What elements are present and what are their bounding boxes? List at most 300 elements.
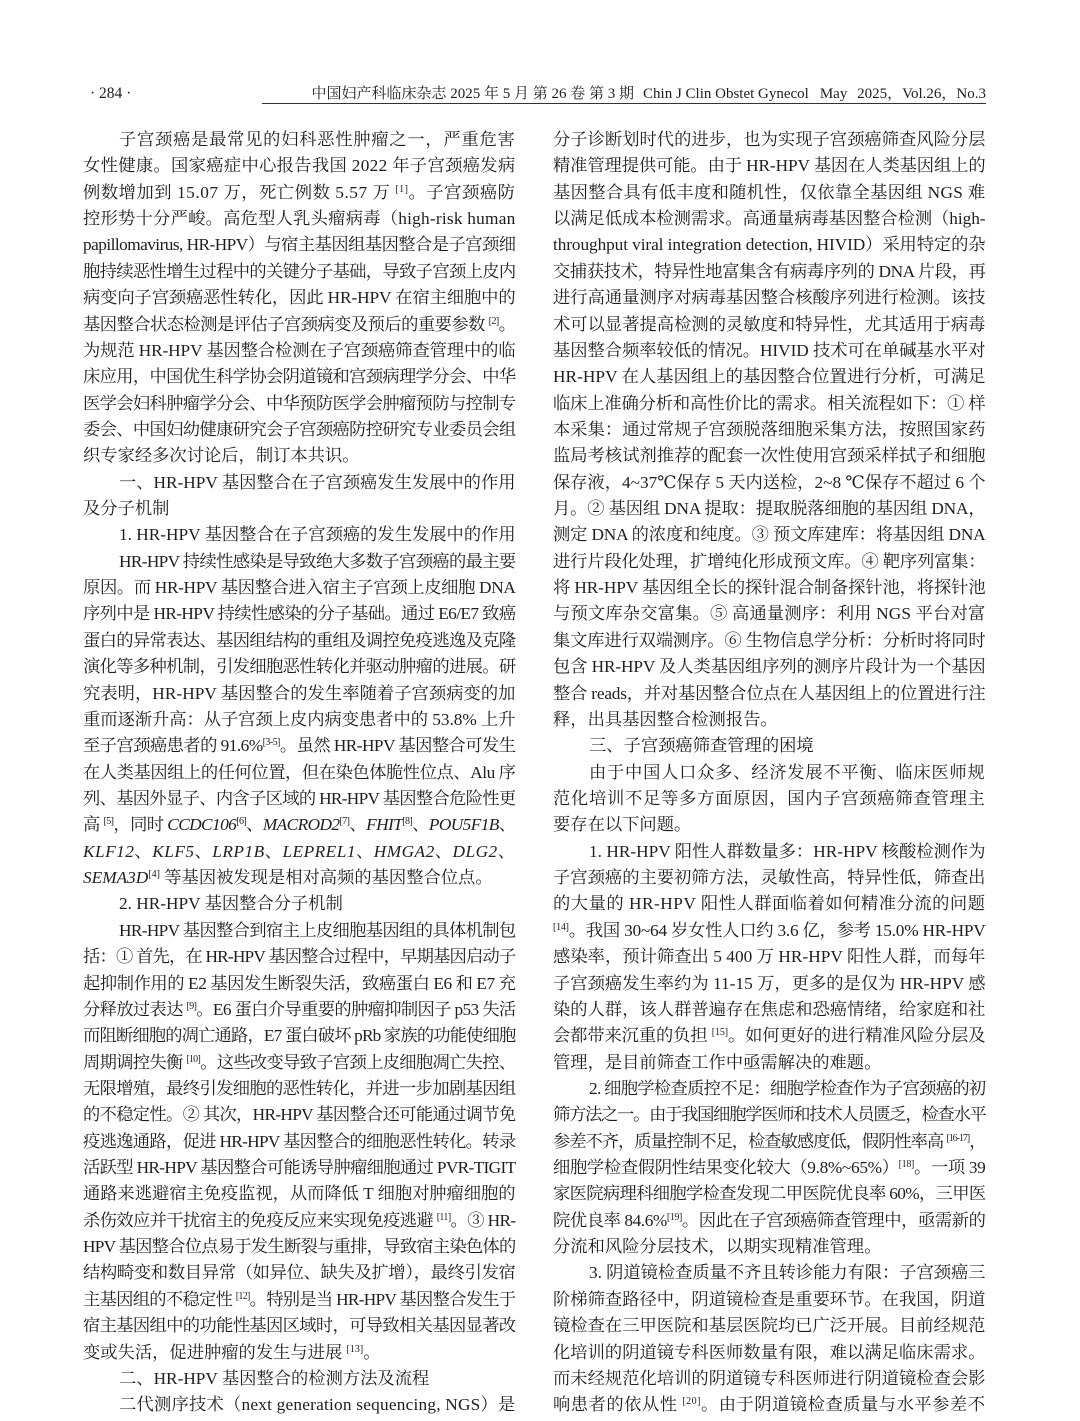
text-run: 3. 阴道镜检查质量不齐且转诊能力有限：子宫颈癌三	[589, 1263, 986, 1283]
gene-name: HMGA2	[373, 841, 435, 861]
text-line	[553, 1023, 986, 1049]
text-run: 结构畸变和数目异常（如异位、缺失及扩增），最终引发宿	[83, 1263, 516, 1283]
text-line	[83, 1313, 516, 1339]
text-line	[83, 812, 516, 838]
text-run: 、	[134, 841, 153, 861]
text-run: 女性健康。国家癌症中心报告我国 2022 年子宫颈癌发病	[83, 156, 516, 176]
text-line	[553, 865, 986, 891]
right-column	[553, 127, 986, 1419]
line-text	[119, 473, 516, 492]
text-run: 分子诊断划时代的进步，也为实现子宫颈癌筛查风险分层	[553, 130, 986, 149]
line-text	[119, 1369, 429, 1388]
citation-marker: [3-5]	[262, 737, 280, 749]
text-run: 杀伤效应并干扰宿主的免疫反应来实现免疫逃避	[83, 1210, 437, 1230]
journal-title-cn: 中国妇产科临床杂志 2025 年 5 月 第 26 卷 第 3 期	[311, 86, 635, 102]
text-run: 。子宫颈癌防	[408, 182, 516, 202]
text-line	[553, 285, 986, 311]
line-text	[119, 552, 516, 571]
text-line	[83, 1366, 516, 1392]
line-text	[553, 473, 986, 492]
gene-name: POU5F1B	[428, 815, 499, 835]
line-text	[83, 420, 516, 439]
text-run: 释，出具基因整合检测报告。	[553, 709, 778, 729]
line-text	[553, 604, 985, 623]
text-run: 而未经规范化培训的阴道镜专科医师进行阴道镜检查会影	[553, 1368, 986, 1388]
text-run: 病变向子宫颈癌恶性转化，因此 HR-HPV 在宿主细胞中的	[83, 288, 516, 308]
text-line	[83, 997, 516, 1023]
line-text	[83, 1184, 516, 1203]
text-run: 例数增加到 15.07 万，死亡例数 5.57 万	[83, 182, 396, 202]
line-text	[553, 1369, 985, 1388]
text-run: HR-HPV 基因整合到宿主上皮细胞基因组的具体机制包	[119, 920, 516, 940]
line-text	[83, 288, 516, 307]
text-run: 、	[349, 815, 367, 835]
text-run: 临床上准确分析和高性价比的需求。相关流程如下：① 样	[553, 393, 986, 413]
section-heading	[83, 470, 516, 523]
text-line	[83, 522, 516, 548]
text-line	[553, 654, 986, 680]
text-line	[83, 1129, 516, 1155]
text-line	[553, 391, 986, 417]
text-run: 测定 DNA 的浓度和纯度。③ 预文库建库：将基因组 DNA	[553, 525, 986, 545]
text-run: 列、基因外显子、内含子区域的 HR-HPV 基因整合危险性更	[83, 788, 516, 808]
line-text	[553, 262, 986, 281]
text-run: 二、HR-HPV 基因整合的检测方法及流程	[119, 1368, 430, 1388]
line-text	[83, 1211, 516, 1230]
text-run: 。如何更好的进行精准风险分层及	[727, 1026, 986, 1046]
line-text	[83, 974, 516, 993]
line-text	[553, 1211, 985, 1230]
section-heading	[553, 733, 986, 759]
text-run: 保存液，4~37℃保存 5 天内送检，2~8 ℃保存不超过 6 个	[553, 472, 986, 492]
citation-marker: [18]	[898, 1159, 915, 1171]
citation-marker: [12]	[235, 1290, 250, 1302]
line-text	[553, 341, 985, 360]
line-text	[553, 868, 985, 887]
line-text	[83, 578, 516, 597]
text-run: 疫逃逸通路，促进 HR-HPV 基因整合的细胞恶性转化。转录	[83, 1131, 516, 1151]
text-line	[553, 1102, 986, 1128]
text-line	[83, 628, 516, 654]
text-line	[83, 496, 516, 522]
line-text	[83, 446, 360, 465]
text-run: 宿主基因组中的功能性基因区域时，可导致相关基因显著改	[83, 1316, 516, 1336]
text-line	[83, 918, 516, 944]
text-run: 。我国 30~64 岁女性人口约 3.6 亿，参考 15.0% HR-HPV	[568, 920, 986, 940]
text-run: 。一项 39	[914, 1158, 986, 1178]
line-text	[83, 499, 169, 518]
text-run: 控形势十分严峻。高危型人乳头瘤病毒（high-risk human	[83, 209, 516, 229]
text-line	[553, 733, 986, 759]
text-run: 一、HR-HPV 基因整合在子宫颈癌发生发展中的作用	[119, 472, 516, 492]
gene-name: FHIT	[366, 815, 403, 835]
citation-marker: [1]	[395, 183, 409, 195]
line-text	[553, 1026, 985, 1045]
text-line	[553, 575, 986, 601]
text-line	[83, 891, 516, 917]
text-line	[553, 259, 986, 285]
text-line	[83, 733, 516, 759]
journal-title-en: Chin J Clin Obstet Gynecol	[643, 86, 809, 102]
text-line	[83, 1340, 516, 1366]
line-text	[553, 1290, 985, 1309]
line-text	[553, 815, 691, 834]
gene-name: LRP1B	[212, 841, 265, 861]
line-text	[589, 736, 814, 755]
text-line	[83, 470, 516, 496]
text-run: 。E6 蛋白介导重要的肿瘤抑制因子 p53 失活	[196, 999, 516, 1019]
text-line	[83, 1260, 516, 1286]
text-line	[553, 944, 986, 970]
text-run: throughput viral integration detection, HIVID）采用特定的杂	[553, 235, 986, 255]
text-run: HR-HPV 在人基因组上的基因整合位置进行分析，可满足	[553, 367, 986, 387]
line-text	[553, 130, 985, 149]
line-text	[83, 1105, 515, 1124]
text-line	[83, 153, 516, 179]
line-text	[553, 1000, 985, 1019]
text-run: 活跃型 HR-HPV 基因整合可能诱导肿瘤细胞通过 PVR-TIGIT	[83, 1158, 516, 1178]
text-run: 胞持续恶性增生过程中的关键分子基础，导致子宫颈上皮内	[83, 261, 516, 281]
text-run: 院优良率 84.6%	[553, 1210, 667, 1230]
paragraph	[553, 1076, 986, 1261]
text-run: 三、子宫颈癌筛查管理的困境	[589, 736, 814, 756]
text-run: 。	[498, 314, 516, 334]
citation-marker: [9]	[186, 1000, 197, 1012]
line-text	[83, 341, 516, 360]
text-run: 、	[264, 841, 283, 861]
text-run: ，	[969, 1131, 986, 1151]
line-text	[83, 604, 516, 623]
text-line	[553, 206, 986, 232]
text-line	[553, 180, 986, 206]
text-line	[553, 496, 986, 522]
gene-name: KLF12	[83, 841, 135, 861]
text-run: 。由于阴道镜检查质量与水平参差不	[700, 1395, 986, 1415]
paragraph	[83, 918, 516, 1366]
line-text	[83, 1237, 516, 1256]
text-run: 子宫颈癌的主要初筛方法，灵敏性高，特异性低，筛查出	[553, 868, 986, 888]
text-line	[553, 1340, 986, 1366]
text-line	[553, 839, 986, 865]
line-text	[553, 1237, 881, 1256]
text-run: 进行高通量测序对病毒基因整合核酸序列进行检测。该技	[553, 288, 986, 308]
line-text	[83, 842, 515, 861]
line-text	[553, 631, 986, 650]
line-text	[83, 1000, 515, 1019]
text-run: 化培训的阴道镜专科医师数量有限，难以满足临床需求。	[553, 1342, 986, 1362]
text-line	[553, 1155, 986, 1181]
text-line	[553, 786, 986, 812]
line-text	[83, 209, 515, 228]
line-text	[553, 1316, 985, 1335]
text-line	[553, 707, 986, 733]
line-text	[589, 1263, 986, 1282]
page-number: · 284 ·	[90, 85, 132, 102]
text-run: 精准管理提供可能。由于 HR-HPV 基因在人类基因组上的	[553, 156, 986, 176]
text-run: 而阻断细胞的凋亡通路，E7 蛋白破坏 pRb 家族的功能使细胞	[83, 1026, 516, 1046]
text-line	[83, 443, 516, 469]
line-text	[553, 1395, 986, 1414]
gene-name: CCDC106	[167, 815, 237, 835]
text-run: 整合 reads，并对基因整合位点在人基因组上的位置进行注	[553, 683, 986, 703]
line-text	[553, 183, 986, 202]
text-line	[553, 601, 986, 627]
line-text	[83, 736, 516, 755]
text-run: 家医院病理科细胞学检查发现二甲医院优良率 60%，三甲医	[553, 1184, 986, 1204]
text-line	[553, 338, 986, 364]
text-run: 分流和风险分层技术，以期实现精准管理。	[553, 1237, 882, 1257]
section-heading	[83, 522, 516, 548]
line-text	[553, 1053, 881, 1072]
text-line	[83, 681, 516, 707]
text-run: 管理，是目前筛查工作中亟需解决的难题。	[553, 1052, 882, 1072]
line-text	[589, 763, 986, 782]
text-run: 2. 细胞学检查质控不足：细胞学检查作为子宫颈癌的初	[589, 1078, 986, 1098]
line-text	[553, 446, 985, 465]
text-run: 2. HR-HPV 基因整合分子机制	[119, 894, 343, 914]
text-line	[553, 997, 986, 1023]
text-line	[83, 338, 516, 364]
text-line	[83, 1234, 516, 1260]
citation-marker: [8]	[402, 816, 413, 828]
text-run: 变或失活，促进肿瘤的发生与进展	[83, 1342, 347, 1362]
text-line	[553, 1313, 986, 1339]
text-line	[83, 865, 516, 891]
text-line	[553, 1181, 986, 1207]
citation-marker: [16-17]	[946, 1132, 970, 1144]
paragraph	[83, 549, 516, 892]
gene-name: MACROD2	[262, 815, 340, 835]
text-run: 镜检查在三甲医院和基层医院均已广泛开展。目前经规范	[553, 1316, 986, 1336]
paragraph	[553, 127, 986, 733]
section-heading	[83, 1366, 516, 1392]
text-run: 、	[412, 815, 429, 835]
journal-issue: May 2025，Vol.26，No.3	[819, 86, 986, 102]
text-run: 序列中是 HR-HPV 持续性感染的分子基础。通过 E6/E7 致癌	[83, 604, 516, 624]
text-line	[553, 470, 986, 496]
text-run: 究表明，HR-HPV 基因整合的发生率随着子宫颈病变的加	[83, 683, 516, 703]
line-text	[553, 1184, 986, 1203]
line-text	[553, 657, 986, 676]
text-run: 、	[246, 815, 263, 835]
line-text	[83, 1316, 516, 1335]
text-run: 、	[497, 841, 516, 861]
text-line	[83, 1155, 516, 1181]
line-text	[83, 657, 516, 676]
line-text	[553, 394, 986, 413]
text-line	[553, 812, 986, 838]
text-line	[83, 601, 516, 627]
citation-marker: [5]	[103, 816, 114, 828]
text-run: 术可以显著提高检测的灵敏度和特异性，尤其适用于病毒	[553, 314, 986, 334]
text-line	[83, 417, 516, 443]
text-run: 会都带来沉重的负担	[553, 1026, 712, 1046]
text-line	[553, 312, 986, 338]
text-run: 通路来逃避宿主免疫监视，从而降低 T 细胞对肿瘤细胞的	[83, 1184, 516, 1204]
line-text	[553, 552, 986, 571]
text-run: 的不稳定性。② 其次，HR-HPV 基因整合还可能通过调节免	[83, 1105, 516, 1125]
line-text	[83, 947, 516, 966]
text-run: 原因。而 HR-HPV 基因整合进入宿主子宫颈上皮细胞 DNA	[83, 578, 516, 598]
text-run: 床应用，中国优生科学协会阴道镜和宫颈病理学分会、中华	[83, 367, 516, 387]
line-text	[83, 1053, 515, 1072]
line-text	[83, 367, 516, 386]
text-run: 基因整合频率较低的情况。HIVID 技术可在单碱基水平对	[553, 340, 986, 360]
line-text	[553, 894, 985, 913]
text-line	[83, 944, 516, 970]
text-line	[553, 1260, 986, 1286]
text-run: 演化等多种机制，引发细胞恶性转化并驱动肿瘤的进展。研	[83, 657, 516, 677]
line-text	[553, 1343, 985, 1362]
gene-name: LEPREL1	[282, 841, 356, 861]
text-run: ，同时	[113, 815, 168, 835]
text-line	[83, 232, 516, 258]
paragraph	[83, 1392, 516, 1418]
line-text	[589, 1079, 985, 1098]
text-run: 本采集：通过常规子宫颈脱落细胞采集方法，按照国家药	[553, 419, 986, 439]
text-run: 基因整合具有低丰度和随机性，仅依靠全基因组 NGS 难	[553, 182, 986, 202]
text-run: 参差不齐，质量控制不足，检查敏感度低，假阴性率高	[553, 1131, 947, 1151]
text-line	[553, 522, 986, 548]
line-text	[83, 1026, 516, 1045]
paragraph	[553, 839, 986, 1076]
text-run: 重而逐渐升高：从子宫颈上皮内病变患者中的 53.8% 上升	[83, 709, 516, 729]
line-text	[83, 868, 493, 887]
text-line	[83, 1023, 516, 1049]
text-run: 蛋白的异常表达、基因组结构的重组及调控免疫逃逸及克隆	[83, 630, 516, 650]
text-run: HPV 基因整合位点易于发生断裂与重排，导致宿主染色体的	[83, 1237, 516, 1257]
text-run: 子宫颈癌是最常见的妇科恶性肿瘤之一，严重危害	[119, 130, 516, 149]
line-text	[83, 1132, 515, 1151]
text-line	[553, 681, 986, 707]
line-text	[83, 156, 516, 175]
text-run: 、	[194, 841, 213, 861]
citation-marker: [2]	[488, 315, 499, 327]
line-text	[83, 1079, 516, 1098]
text-run: 基因整合状态检测是评估子宫颈病变及预后的重要参数	[83, 314, 489, 334]
line-text	[553, 684, 985, 703]
line-text	[83, 1158, 516, 1177]
text-line	[83, 180, 516, 206]
text-line	[83, 1102, 516, 1128]
text-run: 起抑制作用的 E2 基因发生断裂失活，致癌蛋白 E6 和 E7 充	[83, 973, 516, 993]
line-text	[83, 684, 516, 703]
text-run: HR-HPV 持续性感染是导致绝大多数子宫颈癌的最主要	[119, 551, 516, 571]
line-text	[119, 525, 516, 544]
text-line	[553, 628, 986, 654]
text-run: 及分子机制	[83, 499, 170, 519]
text-line	[553, 127, 986, 153]
text-run: 阶梯筛查路径中，阴道镜检查是重要环节。在我国，阴道	[553, 1289, 986, 1309]
line-text	[589, 842, 986, 861]
text-run: 。因此在子宫颈癌筛查管理中，亟需新的	[681, 1210, 986, 1230]
text-line	[83, 786, 516, 812]
text-run: 子宫颈癌发生率约为 11-15 万，更多的是仅为 HR-HPV 感	[553, 973, 986, 993]
text-line	[83, 127, 516, 153]
text-line	[83, 285, 516, 311]
text-line	[83, 206, 516, 232]
line-text	[119, 921, 516, 940]
text-line	[83, 1287, 516, 1313]
citation-marker: [15]	[711, 1027, 728, 1039]
text-line	[83, 312, 516, 338]
text-line	[83, 1076, 516, 1102]
citation-marker: [10]	[186, 1053, 201, 1065]
line-text	[83, 315, 515, 334]
paragraph	[83, 127, 516, 470]
line-text	[553, 974, 986, 993]
text-line	[83, 549, 516, 575]
text-run: 包含 HR-HPV 及人类基因组序列的测序片段计为一个基因	[553, 657, 986, 677]
text-run: 1. HR-HPV 阳性人群数量多：HR-HPV 核酸检测作为	[589, 841, 986, 861]
section-heading	[83, 891, 516, 917]
text-run: 。③ HR-	[450, 1210, 516, 1230]
text-run: 为规范 HR-HPV 基因整合检测在子宫颈癌筛查管理中的临	[83, 340, 516, 360]
text-line	[553, 549, 986, 575]
line-text	[553, 1132, 985, 1151]
citation-marker: [7]	[339, 816, 350, 828]
citation-marker: [13]	[346, 1343, 364, 1355]
text-line	[553, 1392, 986, 1418]
text-run: 细胞学检查假阴性结果变化较大（9.8%~65%）	[553, 1158, 899, 1178]
text-line	[83, 364, 516, 390]
text-run: 集文库进行双端测序。⑥ 生物信息学分析：分析时将同时	[553, 630, 986, 650]
text-run: 高	[83, 815, 104, 835]
line-text	[119, 130, 516, 149]
text-line	[553, 232, 986, 258]
text-line	[553, 1129, 986, 1155]
text-run: 要存在以下问题。	[553, 815, 692, 835]
citation-marker: [6]	[236, 816, 247, 828]
line-text	[83, 1263, 516, 1282]
text-line	[83, 971, 516, 997]
line-text	[553, 420, 985, 439]
text-run: 。	[363, 1342, 381, 1362]
text-run: 筛方法之一。由于我国细胞学医师和技术人员匮乏，检查水平	[553, 1105, 986, 1125]
text-line	[553, 918, 986, 944]
line-text	[83, 1343, 381, 1362]
text-run: 至子宫颈癌患者的 91.6%	[83, 736, 263, 756]
text-run: 染的人群，该人群普遍存在焦虑和恐癌情绪，给家庭和社	[553, 999, 986, 1019]
citation-marker: [20]	[682, 1396, 701, 1408]
text-run: 。虽然 HR-HPV 基因整合可发生	[279, 736, 516, 756]
line-text	[83, 815, 515, 834]
text-line	[83, 707, 516, 733]
line-text	[83, 710, 516, 729]
text-run: 监局考核试剂推荐的配套一次性使用宫颈采样拭子和细胞	[553, 446, 986, 466]
text-run: 括：① 首先，在 HR-HPV 基因整合过程中，早期基因启动子	[83, 947, 516, 967]
paragraph	[553, 1260, 986, 1418]
text-line	[83, 654, 516, 680]
line-text	[119, 1395, 516, 1414]
citation-marker: [14]	[553, 921, 569, 933]
text-line	[83, 1050, 516, 1076]
text-line	[553, 971, 986, 997]
text-line	[553, 891, 986, 917]
left-column	[83, 127, 516, 1419]
line-text	[553, 367, 986, 386]
line-text	[553, 921, 985, 940]
line-text	[553, 315, 985, 334]
citation-marker: [11]	[436, 1211, 451, 1223]
line-text	[83, 394, 516, 413]
line-text	[83, 262, 516, 281]
text-run: 分释放过表达	[83, 999, 187, 1019]
line-text	[83, 1290, 516, 1309]
citation-marker: [4]	[148, 869, 160, 881]
text-run: 。特别是当 HR-HPV 基因整合发生于	[249, 1289, 516, 1309]
text-run: 、	[355, 841, 374, 861]
